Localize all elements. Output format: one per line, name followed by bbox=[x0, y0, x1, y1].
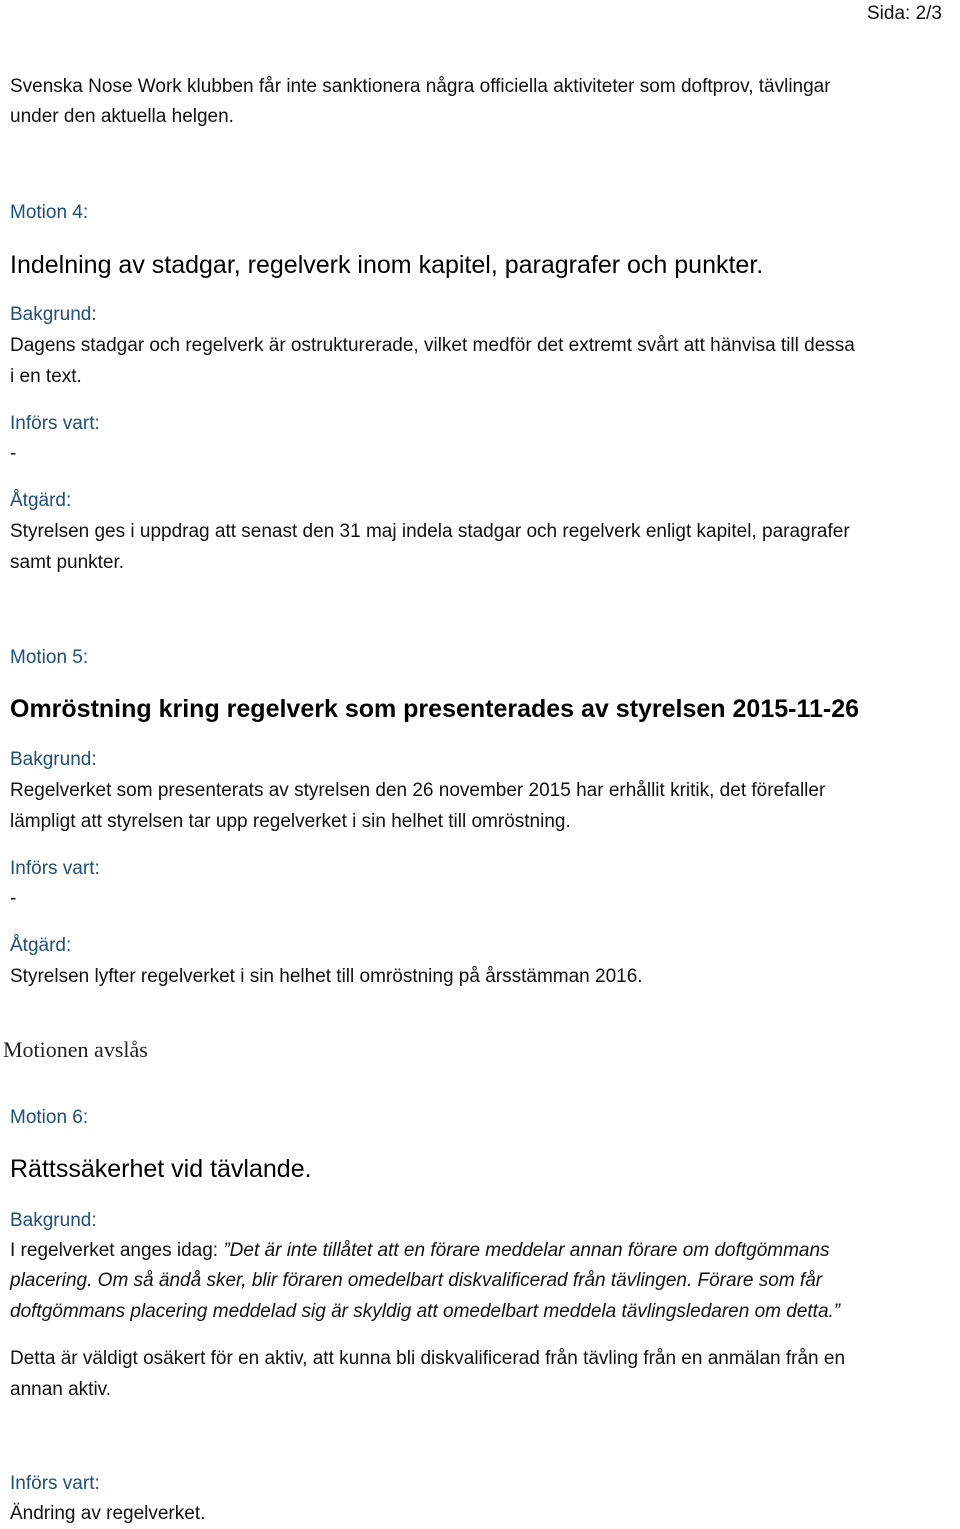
motion5-action-line-1: Styrelsen lyfter regelverket i sin helhet till omröstning på årsstämman 2016. bbox=[10, 966, 643, 987]
motion6-quote-part-1: ”Det är inte tillåtet att en förare meddelar annan förare om doftgömmans bbox=[223, 1240, 830, 1261]
motion4-title: Indelning av stadgar, regelverk inom kapitel, paragrafer och punkter. bbox=[10, 251, 764, 279]
motion5-background-label: Bakgrund: bbox=[10, 749, 97, 770]
motion5-title: Omröstning kring regelverk som presenterades av styrelsen 2015-11-26 bbox=[10, 695, 860, 723]
motion6-where-label: Införs vart: bbox=[10, 1473, 100, 1494]
motion5-action-label: Åtgärd: bbox=[10, 935, 72, 956]
motion6-background-line-1 bbox=[10, 1240, 830, 1262]
motion4-background-line-2: i en text. bbox=[10, 366, 82, 387]
motion4-action-line-2: samt punkter. bbox=[10, 552, 125, 573]
motion5-where-label: Införs vart: bbox=[10, 858, 100, 879]
motion6-quote-part-2: placering. Om så ändå sker, blir föraren omedelbart diskvalificerad från tävlingen. Förare som får bbox=[10, 1270, 823, 1291]
motion4-action-line-1: Styrelsen ges i uppdrag att senast den 31 maj indela stadgar och regelverk enligt kapitel, paragrafer bbox=[10, 521, 850, 542]
motion5-background-line-2: lämpligt att styrelsen tar upp regelverket i sin helhet till omröstning. bbox=[10, 811, 571, 832]
motion4-where-value: - bbox=[10, 443, 17, 464]
motion6-title: Rättssäkerhet vid tävlande. bbox=[10, 1155, 312, 1183]
motion6-where-value: Ändring av regelverket. bbox=[10, 1503, 206, 1524]
motion4-background-label: Bakgrund: bbox=[10, 304, 97, 325]
motion4-background-line-1: Dagens stadgar och regelverk är ostrukturerade, vilket medför det extremt svårt att hänvisa till dessa bbox=[10, 335, 855, 356]
intro-line-2: under den aktuella helgen. bbox=[10, 106, 234, 127]
motion6-quote-part-3: doftgömmans placering meddelad sig är skyldig att omedelbart meddela tävlingsledaren om detta.” bbox=[10, 1301, 841, 1322]
motion5-where-value: - bbox=[10, 888, 17, 909]
motion4-where-label: Införs vart: bbox=[10, 413, 100, 434]
motion4-heading: Motion 4: bbox=[10, 202, 89, 223]
page-number: Sida: 2/3 bbox=[867, 3, 942, 24]
motion4-action-label: Åtgärd: bbox=[10, 490, 72, 511]
motion5-background-line-1: Regelverket som presenterats av styrelsen den 26 november 2015 har erhållit kritik, det förefaller bbox=[10, 780, 826, 801]
motion6-paragraph-line-1: Detta är väldigt osäkert för en aktiv, att kunna bli diskvalificerad från tävling från en anmälan från en bbox=[10, 1348, 846, 1369]
motion6-background-label: Bakgrund: bbox=[10, 1210, 97, 1231]
intro-line-1: Svenska Nose Work klubben får inte sanktionera några officiella aktiviteter som doftprov, tävlingar bbox=[10, 76, 831, 97]
motion6-heading: Motion 6: bbox=[10, 1107, 89, 1128]
motion5-heading: Motion 5: bbox=[10, 647, 89, 668]
motion6-paragraph-line-2: annan aktiv. bbox=[10, 1379, 112, 1400]
motion5-decision: Motionen avslås bbox=[3, 1037, 148, 1062]
motion6-bg-intro: I regelverket anges idag: bbox=[10, 1240, 224, 1261]
